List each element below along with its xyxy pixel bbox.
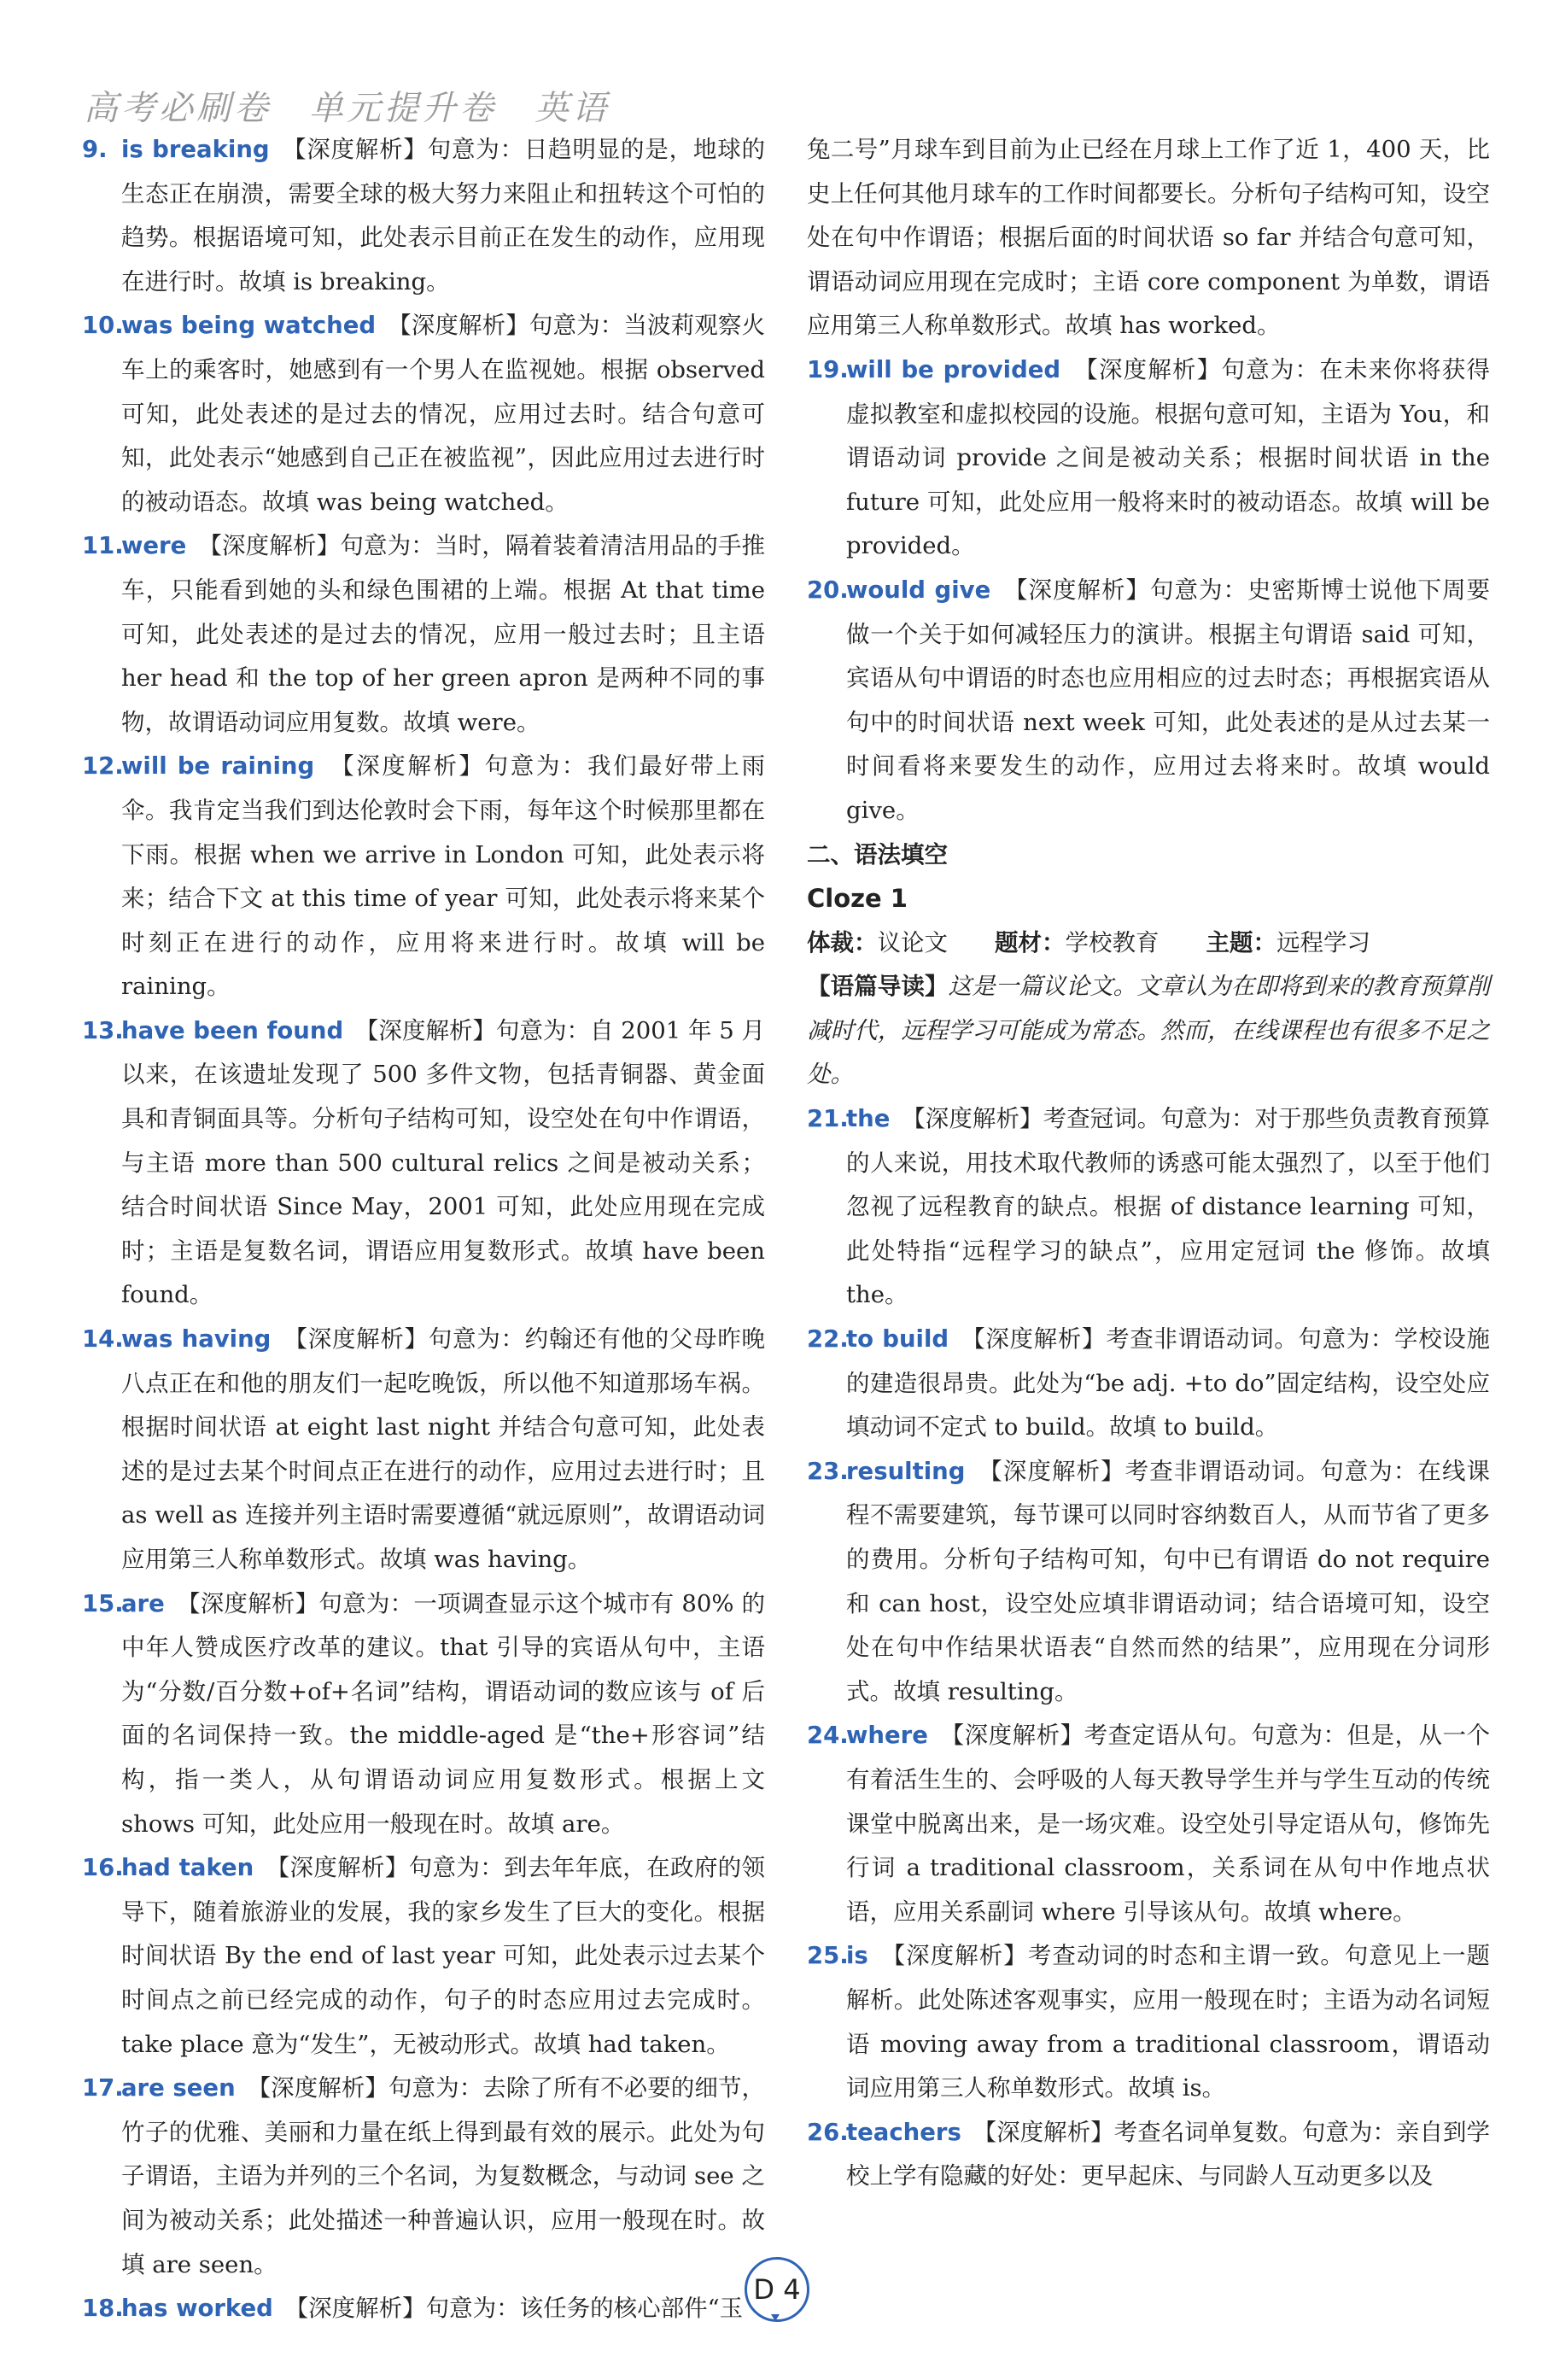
analysis-tag: 【深度解析】 bbox=[1086, 355, 1222, 383]
item-answer: is breaking bbox=[121, 136, 270, 163]
answer-item bbox=[807, 1450, 1490, 1715]
guide-label: 【语篇导读】 bbox=[807, 973, 949, 1001]
answer-item bbox=[82, 1846, 765, 2067]
item-number: 22. bbox=[807, 1325, 849, 1354]
item-body: 句意为：去除了所有不必要的细节，竹子的优雅、美丽和力量在纸上得到最有效的展示。此处为句子谓语，主语为并列的三个名词，为复数概念，与动词 see 之间为被动关系；此处描述一种普遍认识，应用一般现在时。故填 are seen。 bbox=[121, 2074, 766, 2278]
answer-item bbox=[82, 1009, 765, 1318]
answer-item bbox=[82, 524, 765, 745]
answer-item bbox=[807, 1097, 1490, 1318]
item-answer: would give bbox=[846, 576, 991, 604]
item-answer: will be raining bbox=[121, 752, 315, 781]
continued-text: 兔二号”月球车到目前为止已经在月球上工作了近 1，400 天，比史上任何其他月球车的工作时间都要长。分析句子结构可知，设空处在句中作谓语；根据后面的时间状语 so far 并结合句意可知，谓语动词应用现在完成时；主语 core component 为单数，谓语应用第三人称单数形式。故填 has worked。 bbox=[807, 136, 1490, 340]
item-body: 句意为：约翰还有他的父母昨晚八点正在和他的朋友们一起吃晚饭，所以他不知道那场车祸。根据时间状语 at eight last night 并结合句意可知，此处表述的是过去某个时间点正在进行的动作，应用过去进行时；且 as well as 连接并列主语时需要遵循“就远原则”，故谓语动词应用第三人称单数形式。故填 was having。 bbox=[121, 1325, 766, 1573]
item-body: 句意为：在未来你将获得虚拟教室和虚拟校园的设施。根据句意可知，主语为 You，和谓语动词 provide 之间是被动关系；根据时间状语 in the future 可知，此处应用一般将来时的被动语态。故填 will be provided。 bbox=[846, 355, 1490, 560]
item-number: 15. bbox=[82, 1589, 124, 1617]
item-answer: has worked bbox=[121, 2295, 273, 2323]
item-number: 18. bbox=[82, 2295, 124, 2323]
answer-item bbox=[82, 745, 765, 1009]
item-body: 考查非谓语动词。句意为：学校设施的建造很昂贵。此处为“be adj. +to do”固定结构，设空处应填动词不定式 to build。故填 to build。 bbox=[846, 1325, 1491, 1441]
item-number: 21. bbox=[807, 1105, 849, 1133]
item-number: 13. bbox=[82, 1016, 124, 1044]
item-answer: resulting bbox=[846, 1457, 966, 1485]
item-body: 句意为：史密斯博士说他下周要做一个关于如何减轻压力的演讲。根据主句谓语 said 可知，宾语从句中谓语的时态也应用相应的过去时态；再根据宾语从句中的时间状语 next week 可知，此处表述的是从过去某一时间看将来要发生的动作，应用过去将来时。故填 would give。 bbox=[846, 576, 1490, 824]
topic-value: 学校教育 bbox=[1065, 928, 1160, 956]
item-answer: had taken bbox=[121, 1854, 254, 1882]
analysis-tag: 【深度解析】 bbox=[984, 2118, 1114, 2146]
item-body: 句意为：自 2001 年 5 月以来，在该遗址发现了 500 多件文物，包括青铜器、黄金面具和青铜面具等。分析句子结构可知，设空处在句中作谓语，与主语 more than 500 cultural relics 之间是被动关系；结合时间状语 Since May，2001 可知，此处应用现在完成时；主语是复数名词，谓语应用复数形式。故填 have been found。 bbox=[121, 1016, 766, 1309]
analysis-tag: 【深度解析】 bbox=[399, 312, 529, 340]
analysis-tag: 【深度解析】 bbox=[1015, 576, 1150, 604]
item-body: 句意为：到去年年底，在政府的领导下，随着旅游业的发展，我的家乡发生了巨大的变化。根据时间状语 By the end of last year 可知，此处表示过去某个时间点之前已经完成的动作，句子的时态应用过去完成时。take place 意为“发生”，无被动形式。故填 had taken。 bbox=[121, 1854, 766, 2058]
analysis-tag: 【深度解析】 bbox=[188, 1589, 319, 1617]
item-number: 11. bbox=[82, 532, 124, 560]
passage-guide bbox=[807, 965, 1490, 1097]
answer-item bbox=[82, 2067, 765, 2287]
item-body: 考查定语从句。句意为：但是，从一个有着活生生的、会呼吸的人每天教导学生并与学生互动的传统课堂中脱离出来，是一场灾难。设空处引导定语从句，修饰先行词 a traditional classroom，关系词在从句中作地点状语，应用关系副词 where 引导该从句。故填 where。 bbox=[846, 1722, 1491, 1926]
item-number: 10. bbox=[82, 312, 124, 340]
page-marker-icon bbox=[771, 2314, 780, 2321]
item-answer: to build bbox=[846, 1325, 949, 1354]
item-answer: where bbox=[846, 1722, 928, 1750]
answer-item bbox=[807, 1318, 1490, 1450]
item-answer: was having bbox=[121, 1325, 272, 1354]
item-body: 句意为：一项调查显示这个城市有 80% 的中年人赞成医疗改革的建议。that 引导的宾语从句中，主语为“分数/百分数+of+名词”结构，谓语动词的数应该与 of 后面的名词保持一致。the middle-aged 是“the+形容词”结构，指一类人，从句谓语动词应用复数形式。根据上文 shows 可知，此处应用一般现在时。故填 are。 bbox=[121, 1589, 765, 1838]
analysis-tag: 【深度解析】 bbox=[893, 1942, 1028, 1970]
section-title: 二、语法填空 bbox=[807, 840, 948, 868]
item-body: 句意为：该任务的核心部件“玉 bbox=[425, 2295, 744, 2323]
item-answer: will be provided bbox=[846, 355, 1061, 383]
theme-value: 远程学习 bbox=[1276, 928, 1370, 956]
item-body: 句意为：日趋明显的是，地球的生态正在崩溃，需要全球的极大努力来阻止和扭转这个可怕的趋势。根据语境可知，此处表示目前正在发生的动作，应用现在进行时。故填 is breaking。 bbox=[121, 136, 766, 295]
item-body: 考查冠词。句意为：对于那些负责教育预算的人来说，用技术取代教师的诱惑可能太强烈了，以至于他们忽视了远程教育的缺点。根据 of distance learning 可知，此处特指“远程学习的缺点”，应用定冠词 the 修饰。故填 the。 bbox=[846, 1105, 1491, 1309]
item-answer: the bbox=[846, 1105, 891, 1133]
analysis-tag: 【深度解析】 bbox=[366, 1016, 496, 1044]
analysis-tag: 【深度解析】 bbox=[990, 1457, 1125, 1485]
genre-label: 体裁： bbox=[807, 928, 878, 956]
item-answer: was being watched bbox=[121, 312, 377, 340]
answer-item bbox=[82, 1318, 765, 1582]
right-column bbox=[807, 128, 1490, 2199]
item-number: 12. bbox=[82, 752, 124, 781]
item-answer: have been found bbox=[121, 1016, 344, 1044]
answer-item bbox=[82, 128, 765, 304]
guide-text: 这是一篇议论文。文章认为在即将到来的教育预算削减时代，远程学习可能成为常态。然而，在线课程也有很多不足之处。 bbox=[807, 973, 1491, 1089]
item-body: 句意为：当时，隔着装着清洁用品的手推车，只能看到她的头和绿色围裙的上端。根据 At that time 可知，此处表述的是过去的情况，应用一般过去时；且主语 her head 和 the top of her green apron 是两种不同的事物，故谓语动词应用复数。故填 were。 bbox=[121, 532, 766, 736]
answer-item bbox=[807, 2111, 1490, 2199]
item-body: 句意为：当波莉观察火车上的乘客时，她感到有一个男人在监视她。根据 observed 可知，此处表述的是过去的情况，应用过去时。结合句意可知，此处表示“她感到自己正在被监视”，因此应用过去进行时的被动语态。故填 was being watched。 bbox=[121, 312, 766, 516]
item-body: 考查名词单复数。句意为：亲自到学校上学有隐藏的好处：更早起床、与同龄人互动更多以及 bbox=[846, 2118, 1491, 2190]
item-number: 16. bbox=[82, 1854, 124, 1882]
analysis-tag: 【深度解析】 bbox=[294, 136, 428, 163]
page-number: D 4 bbox=[745, 2257, 809, 2322]
answer-item bbox=[82, 2287, 765, 2331]
item-answer: are seen bbox=[121, 2074, 236, 2102]
item-number: 25. bbox=[807, 1942, 849, 1970]
item-body: 句意为：我们最好带上雨伞。我肯定当我们到达伦敦时会下雨，每年这个时候那里都在下雨。根据 when we arrive in London 可知，此处表示将来；结合下文 at this time of year 可知，此处表示将来某个时刻正在进行的动作，应用将来进行时。故填 will be raining。 bbox=[121, 752, 766, 1001]
answer-item bbox=[807, 348, 1490, 569]
answer-item bbox=[807, 1934, 1490, 2110]
item-number: 20. bbox=[807, 576, 849, 604]
analysis-tag: 【深度解析】 bbox=[952, 1722, 1084, 1750]
item-number: 9. bbox=[82, 136, 108, 163]
analysis-tag: 【深度解析】 bbox=[973, 1325, 1107, 1354]
item-number: 14. bbox=[82, 1325, 124, 1354]
page-header: 高考必刷卷 单元提升卷 英语 bbox=[84, 89, 610, 128]
answer-item bbox=[807, 569, 1490, 833]
item-number: 26. bbox=[807, 2118, 849, 2146]
item-body: 考查动词的时态和主谓一致。句意见上一题解析。此处陈述客观事实，应用一般现在时；主语为动名词短语 moving away from a traditional classroom，谓语动词应用第三人称单数形式。故填 is。 bbox=[846, 1942, 1491, 2102]
analysis-tag: 【深度解析】 bbox=[342, 752, 485, 781]
analysis-tag: 【深度解析】 bbox=[295, 1325, 429, 1354]
theme-label: 主题： bbox=[1206, 928, 1276, 956]
item-number: 23. bbox=[807, 1457, 849, 1485]
item-answer: teachers bbox=[846, 2118, 961, 2146]
answer-item bbox=[82, 304, 765, 524]
analysis-tag: 【深度解析】 bbox=[913, 1105, 1043, 1133]
topic-label: 题材： bbox=[995, 928, 1066, 956]
item-number: 19. bbox=[807, 355, 849, 383]
answer-item bbox=[82, 1582, 765, 1847]
item-number: 24. bbox=[807, 1722, 849, 1750]
left-column bbox=[82, 128, 765, 2331]
passage-meta bbox=[807, 921, 1490, 966]
analysis-tag: 【深度解析】 bbox=[296, 2295, 426, 2323]
item-answer: were bbox=[121, 532, 187, 560]
item-number: 17. bbox=[82, 2074, 124, 2102]
item-answer: is bbox=[846, 1942, 868, 1970]
item-answer: are bbox=[121, 1589, 165, 1617]
item-body: 考查非谓语动词。句意为：在线课程不需要建筑，每节课可以同时容纳数百人，从而节省了更多的费用。分析句子结构可知，句中已有谓语 do not require 和 can host，设空处应填非谓语动词；结合语境可知，设空处在句中作结果状语表“自然而然的结果”，应用现在分词形式。故填 resulting。 bbox=[846, 1457, 1491, 1705]
analysis-tag: 【深度解析】 bbox=[210, 532, 341, 560]
analysis-tag: 【深度解析】 bbox=[277, 1854, 409, 1882]
cloze-title: Cloze 1 bbox=[807, 884, 908, 914]
genre-value: 议论文 bbox=[877, 928, 948, 956]
answer-item bbox=[807, 1714, 1490, 1934]
analysis-tag: 【深度解析】 bbox=[259, 2074, 388, 2102]
